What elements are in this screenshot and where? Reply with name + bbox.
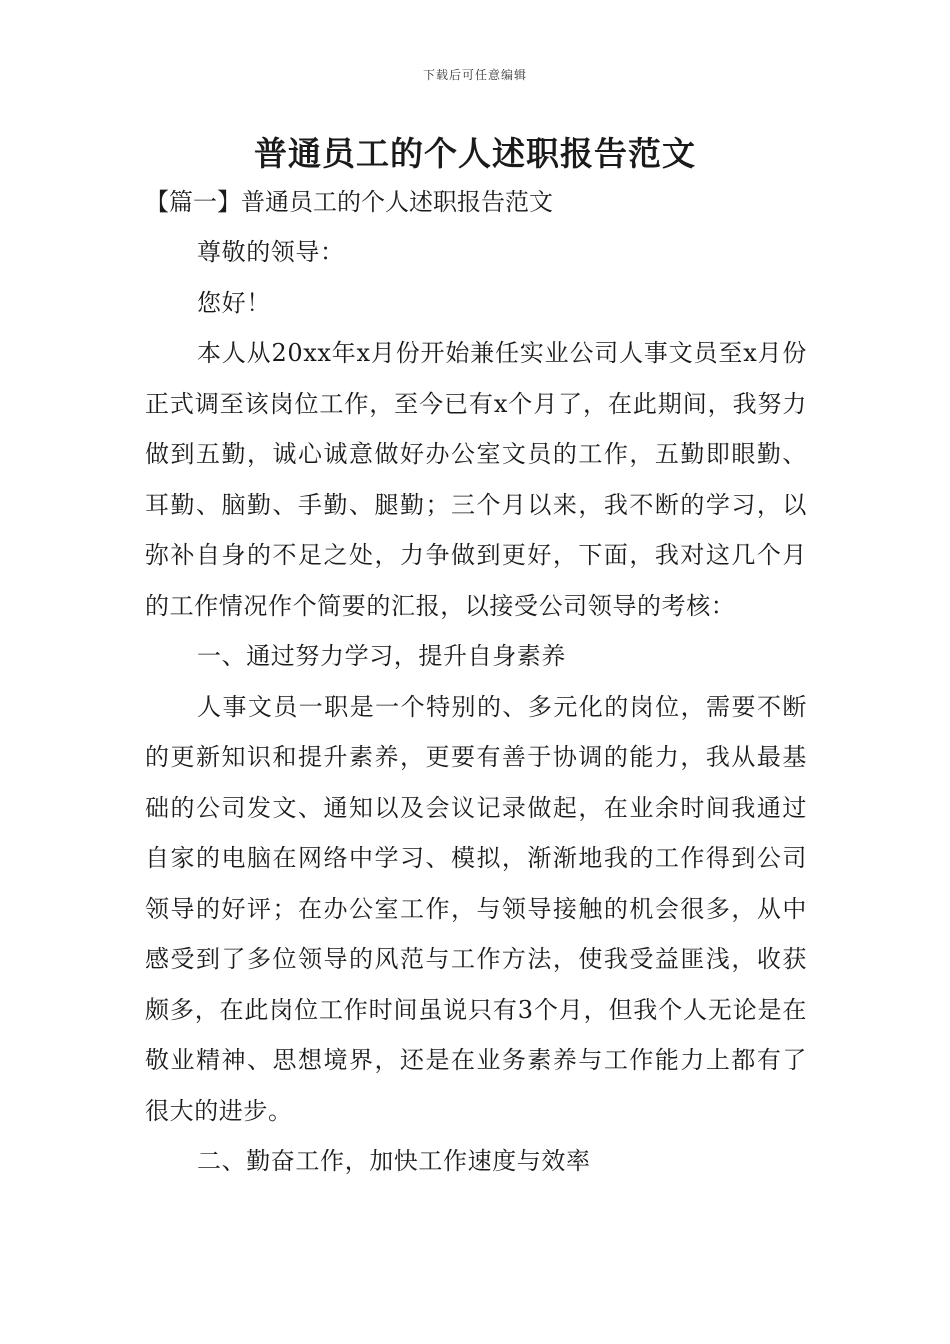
document-body — [145, 227, 807, 1187]
intro-paragraph: 本人从20xx年x月份开始兼任实业公司人事文员至x月份正式调至该岗位工作，至今已有x个月了，在此期间，我努力做到五勤，诚心诚意做好办公室文员的工作，五勤即眼勤、耳勤、脑勤、手勤、腿勤；三个月以来，我不断的学习，以弥补自身的不足之处，力争做到更好，下面，我对这几个月的工作情况作个简要的汇报，以接受公司领导的考核： — [145, 339, 807, 620]
subheading-one: 一、通过努力学习，提升自身素养 — [197, 642, 566, 670]
header-note: 下载后可任意编辑 — [422, 68, 527, 82]
salutation: 尊敬的领导： — [197, 238, 345, 266]
document-title: 普通员工的个人述职报告范文 — [254, 134, 696, 173]
section-heading: 【篇一】普通员工的个人述职报告范文 — [145, 188, 553, 216]
subheading-two: 二、勤奋工作，加快工作速度与效率 — [197, 1147, 591, 1175]
greeting: 您好！ — [197, 288, 271, 317]
body-paragraph: 人事文员一职是一个特别的、多元化的岗位，需要不断的更新知识和提升素养，更要有善于协调的能力，我从最基础的公司发文、通知以及会议记录做起，在业余时间我通过自家的电脑在网络中学习、模拟，渐渐地我的工作得到公司领导的好评；在办公室工作，与领导接触的机会很多，从中感受到了多位领导的风范与工作方法，使我受益匪浅，收获颇多，在此岗位工作时间虽说只有3个月，但我个人无论是在敬业精神、思想境界，还是在业务素养与工作能力上都有了很大的进步。 — [145, 692, 807, 1125]
